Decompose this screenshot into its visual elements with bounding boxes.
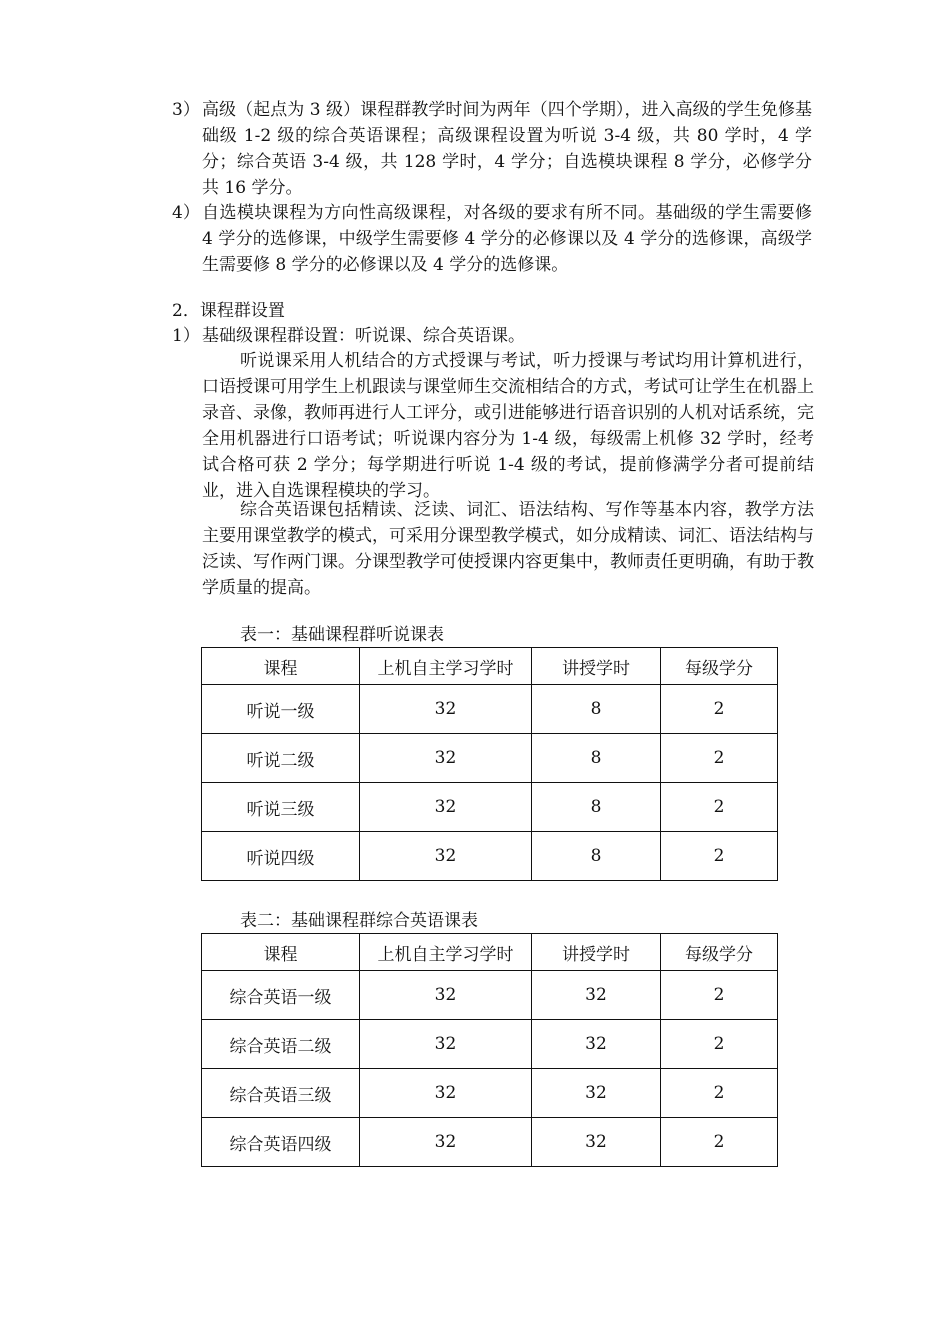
- table-cell: 2: [661, 971, 778, 1020]
- header-cell: 上机自主学习学时: [360, 934, 532, 971]
- header-cell: 讲授学时: [532, 934, 661, 971]
- table-cell: 8: [532, 832, 661, 881]
- list-number: 3）: [172, 100, 200, 120]
- table-cell: 2: [661, 1069, 778, 1118]
- table-cell: 8: [532, 734, 661, 783]
- table-listening-speaking: [201, 647, 778, 881]
- table-cell: 32: [360, 734, 532, 783]
- header-cell: 上机自主学习学时: [360, 648, 532, 685]
- table-cell: 综合英语二级: [202, 1020, 360, 1069]
- table-cell: 听说二级: [202, 734, 360, 783]
- table-cell: 32: [532, 1069, 661, 1118]
- table-cell: 听说四级: [202, 832, 360, 881]
- table-cell: 综合英语一级: [202, 971, 360, 1020]
- header-cell: 每级学分: [661, 648, 778, 685]
- table-cell: 32: [360, 1069, 532, 1118]
- table-cell: 32: [360, 832, 532, 881]
- list-item-4: [172, 200, 812, 278]
- section-heading: 2．课程群设置: [172, 301, 285, 321]
- table-cell: 2: [661, 734, 778, 783]
- table-cell: 32: [360, 1118, 532, 1167]
- table-cell: 32: [532, 1020, 661, 1069]
- table-cell: 32: [360, 685, 532, 734]
- table1-caption: 表一：基础课程群听说课表: [240, 625, 444, 645]
- table-cell: 听说三级: [202, 783, 360, 832]
- table-cell: 2: [661, 832, 778, 881]
- table-cell: 2: [661, 1118, 778, 1167]
- table-row: [202, 783, 778, 832]
- header-cell: 每级学分: [661, 934, 778, 971]
- table-row: [202, 1069, 778, 1118]
- table-row: [202, 734, 778, 783]
- list-text: 自选模块课程为方向性高级课程，对各级的要求有所不同。基础级的学生需要修 4 学分的选修课，中级学生需要修 4 学分的必修课以及 4 学分的选修课，高级学生需要修 8 学分的必修课以及 4 学分的选修课。: [202, 203, 812, 275]
- table-row: [202, 1020, 778, 1069]
- table-row: [202, 971, 778, 1020]
- table-cell: 2: [661, 1020, 778, 1069]
- table2-caption: 表二：基础课程群综合英语课表: [240, 911, 478, 931]
- table-cell: 2: [661, 783, 778, 832]
- table-row: [202, 1118, 778, 1167]
- list-text: 高级（起点为 3 级）课程群教学时间为两年（四个学期），进入高级的学生免修基础级 1-2 级的综合英语课程；高级课程设置为听说 3-4 级，共 80 学时，4 学分；综合英语 3-4 级，共 128 学时，4 学分；自选模块课程 8 学分，必修学分共 16 学分。: [202, 100, 812, 198]
- paragraph-listening: 听说课采用人机结合的方式授课与考试，听力授课与考试均用计算机进行，口语授课可用学生上机跟读与课堂师生交流相结合的方式，考试可让学生在机器上录音、录像，教师再进行人工评分，或引进能够进行语音识别的人机对话系统，完全用机器进行口语考试；听说课内容分为 1-4 级，每级需上机修 32 学时，经考试合格可获 2 学分；每学期进行听说 1-4 级的考试，提前修满学分者可提前结业，进入自选课程模块的学习。: [202, 351, 814, 501]
- table-cell: 8: [532, 783, 661, 832]
- table-header-row: [202, 648, 778, 685]
- table-cell: 32: [532, 971, 661, 1020]
- table-cell: 32: [532, 1118, 661, 1167]
- table-integrated-english: [201, 933, 778, 1167]
- header-cell: 课程: [202, 934, 360, 971]
- table-cell: 听说一级: [202, 685, 360, 734]
- table-header-row: [202, 934, 778, 971]
- table-row: [202, 685, 778, 734]
- table-cell: 32: [360, 1020, 532, 1069]
- table-cell: 8: [532, 685, 661, 734]
- table-cell: 2: [661, 685, 778, 734]
- sub-item-1: [172, 323, 812, 349]
- list-number: 1）: [172, 326, 200, 346]
- list-item-3: [172, 97, 812, 201]
- list-text: 基础级课程群设置：听说课、综合英语课。: [202, 326, 525, 346]
- list-number: 4）: [172, 203, 200, 223]
- header-cell: 课程: [202, 648, 360, 685]
- table-cell: 32: [360, 783, 532, 832]
- table-cell: 综合英语四级: [202, 1118, 360, 1167]
- table-cell: 32: [360, 971, 532, 1020]
- header-cell: 讲授学时: [532, 648, 661, 685]
- paragraph-integrated-english: 综合英语课包括精读、泛读、词汇、语法结构、写作等基本内容，教学方法主要用课堂教学的模式，可采用分课型教学模式，如分成精读、词汇、语法结构与泛读、写作两门课。分课型教学可使授课内容更集中，教师责任更明确，有助于教学质量的提高。: [202, 500, 814, 598]
- table-cell: 综合英语三级: [202, 1069, 360, 1118]
- table-row: [202, 832, 778, 881]
